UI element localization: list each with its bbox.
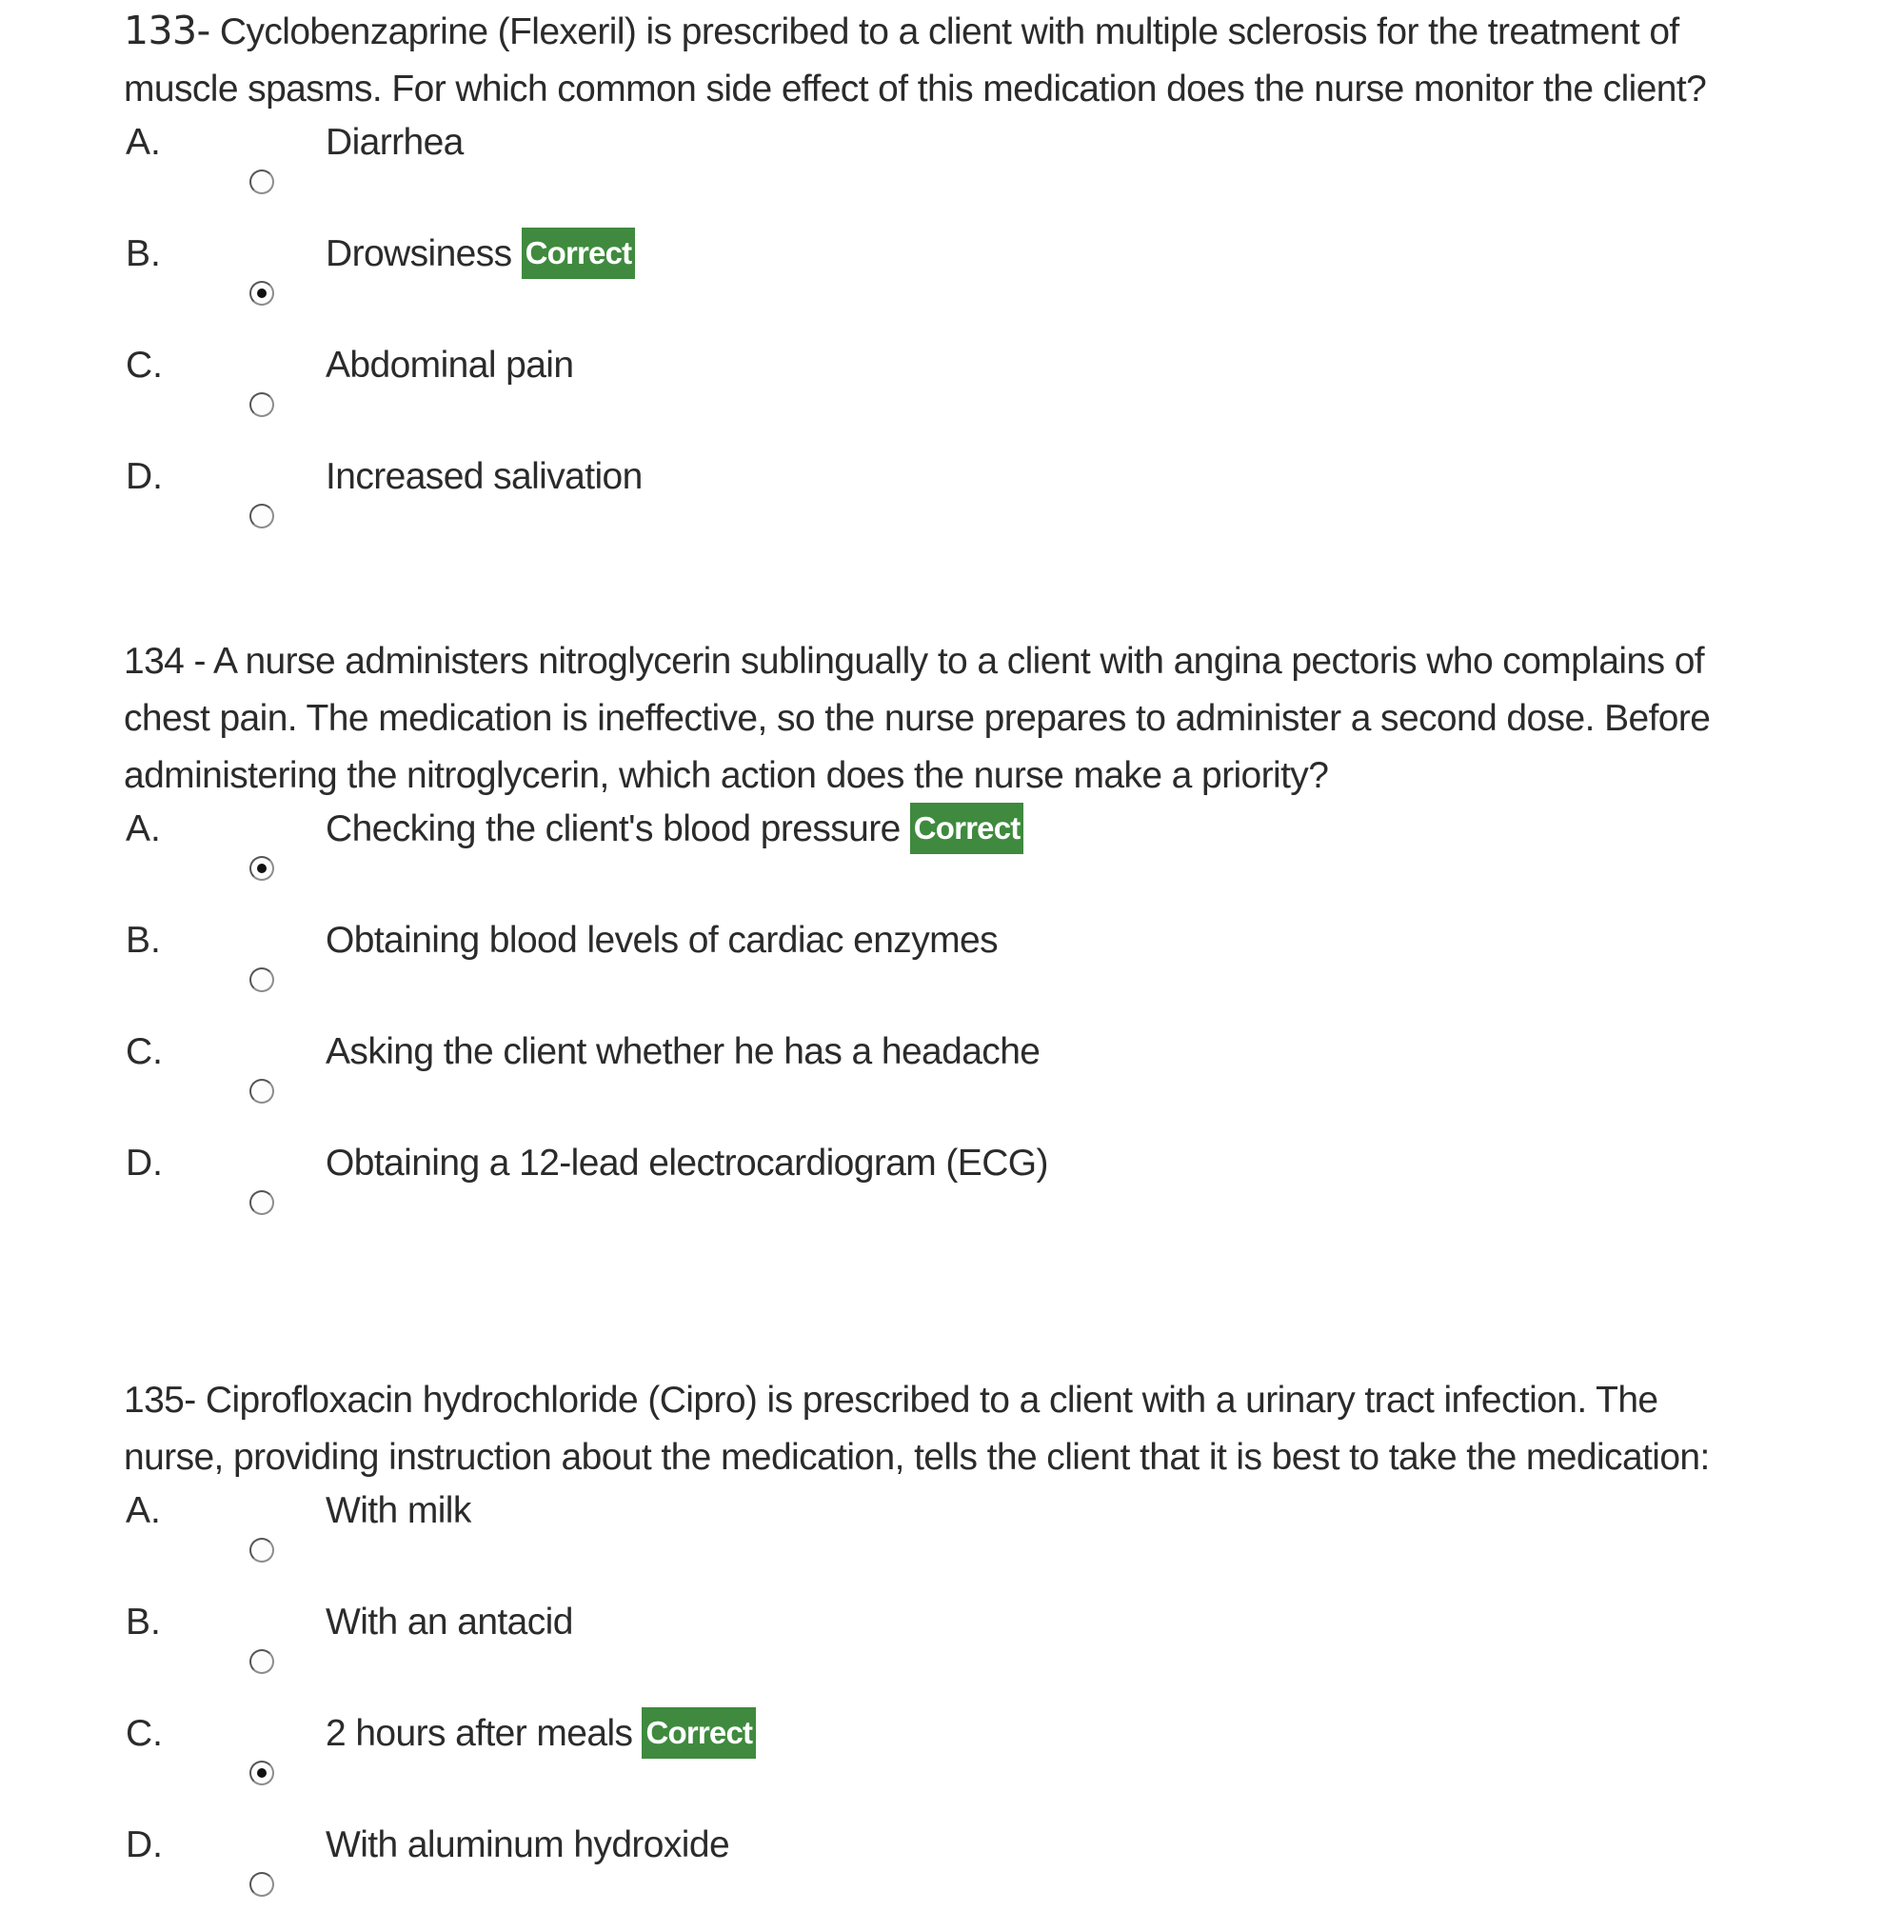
option-label [326, 1486, 471, 1536]
option-radio[interactable] [249, 504, 274, 528]
option-a[interactable] [124, 118, 1742, 229]
option-letter: C. [126, 345, 163, 386]
correct-badge: Correct [642, 1707, 756, 1759]
option-text: With an antacid [326, 1602, 573, 1643]
option-text: 2 hours after meals [326, 1713, 633, 1754]
option-radio[interactable] [249, 281, 274, 306]
option-letter: B. [126, 920, 161, 961]
question-stem: 135- Ciprofloxacin hydrochloride (Cipro) is prescribed to a client with a urinary tract infection. The nurse, providing instruction about the medication, tells the client that it is best to take the medication: [124, 1380, 1710, 1478]
question-133 [124, 2, 1742, 564]
option-text: Drowsiness [326, 233, 512, 274]
option-label [326, 1709, 756, 1762]
option-letter: D. [126, 1143, 163, 1184]
question-stem: Cyclobenzaprine (Flexeril) is prescribed to a client with multiple sclerosis for the treatment of muscle spasms. For which common side effect of this medication does the nurse monitor the client? [124, 11, 1707, 110]
option-label [326, 1598, 573, 1647]
question-134 [124, 633, 1742, 1250]
option-text: Asking the client whether he has a headache [326, 1031, 1041, 1072]
option-d[interactable] [124, 1821, 1742, 1932]
option-a[interactable] [124, 1486, 1742, 1598]
option-label [326, 1139, 1048, 1188]
option-b[interactable] [124, 916, 1742, 1027]
option-letter: A. [126, 1490, 161, 1531]
option-b[interactable] [124, 1598, 1742, 1709]
option-letter: C. [126, 1713, 163, 1754]
option-label [326, 118, 464, 168]
option-letter: B. [126, 233, 161, 274]
option-label [326, 805, 1023, 857]
option-text: Increased salivation [326, 456, 643, 497]
option-letter: D. [126, 1824, 163, 1865]
option-c[interactable] [124, 1027, 1742, 1139]
option-text: Obtaining blood levels of cardiac enzymes [326, 920, 998, 961]
question-number: 133- [124, 8, 210, 53]
option-radio[interactable] [249, 169, 274, 194]
option-letter: C. [126, 1031, 163, 1072]
option-radio[interactable] [249, 1190, 274, 1215]
option-radio[interactable] [249, 856, 274, 881]
option-text: Checking the client's blood pressure [326, 808, 901, 849]
option-radio[interactable] [249, 1538, 274, 1563]
option-text: With aluminum hydroxide [326, 1824, 730, 1865]
question-text [124, 2, 1742, 118]
option-label [326, 1821, 729, 1870]
option-d[interactable] [124, 452, 1742, 564]
option-letter: B. [126, 1602, 161, 1643]
question-text [124, 1372, 1742, 1486]
correct-badge: Correct [522, 228, 636, 279]
option-b[interactable] [124, 229, 1742, 341]
option-text: With milk [326, 1490, 471, 1531]
question-text [124, 633, 1742, 805]
option-letter: A. [126, 808, 161, 849]
option-c[interactable] [124, 341, 1742, 452]
option-radio[interactable] [249, 1872, 274, 1897]
option-radio[interactable] [249, 967, 274, 992]
option-letter: A. [126, 122, 161, 163]
question-135 [124, 1372, 1742, 1932]
option-radio[interactable] [249, 1649, 274, 1674]
option-label [326, 341, 573, 390]
option-label [326, 452, 643, 502]
option-c[interactable] [124, 1709, 1742, 1821]
correct-badge: Correct [910, 803, 1024, 854]
option-label [326, 229, 635, 282]
option-radio[interactable] [249, 1761, 274, 1785]
option-a[interactable] [124, 805, 1742, 916]
option-text: Obtaining a 12-lead electrocardiogram (ECG) [326, 1143, 1048, 1184]
option-text: Abdominal pain [326, 345, 574, 386]
option-radio[interactable] [249, 1079, 274, 1104]
option-radio[interactable] [249, 392, 274, 417]
option-label [326, 1027, 1040, 1077]
option-label [326, 916, 998, 966]
option-letter: D. [126, 456, 163, 497]
option-d[interactable] [124, 1139, 1742, 1250]
option-text: Diarrhea [326, 122, 464, 163]
question-stem: 134 - A nurse administers nitroglycerin sublingually to a client with angina pectoris who complains of chest pain. The medication is ineffective, so the nurse prepares to administer a second dose. Before administering the nitroglycerin, which action does the nurse make a priority? [124, 641, 1711, 796]
